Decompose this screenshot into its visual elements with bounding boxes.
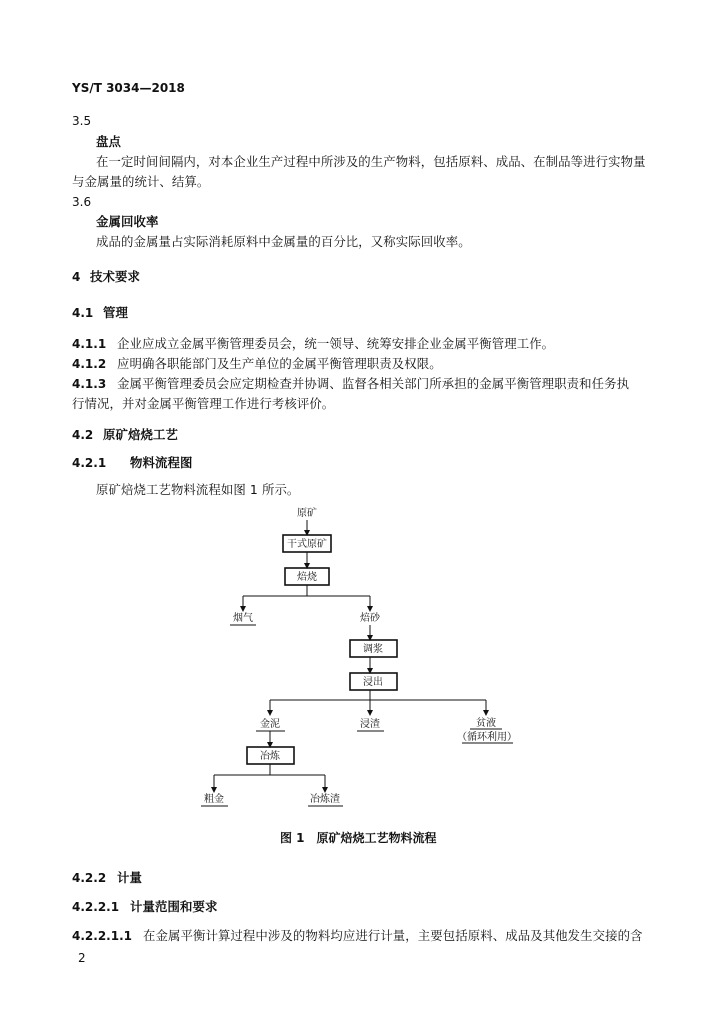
- node-roast: 焙烧: [297, 572, 317, 583]
- figure-caption: 图 1 原矿焙烧工艺物料流程: [280, 831, 437, 845]
- node-barren-solution: 贫液: [476, 718, 496, 729]
- page-number: 2: [78, 951, 86, 965]
- clause-number: 3.6: [72, 195, 92, 209]
- clause-number: 4.1.2: [72, 357, 107, 371]
- section-title: 原矿焙烧工艺: [103, 427, 178, 442]
- node-smelt: 冶炼: [260, 751, 280, 762]
- term-title: 盘点: [96, 134, 121, 149]
- node-raw-ore: 原矿: [297, 508, 317, 519]
- node-crude-gold: 粗金: [204, 794, 224, 805]
- section-number: 4.1: [72, 306, 94, 320]
- section-number: 4.2.2.1: [72, 900, 120, 914]
- clause-text: 行情况，并对金属平衡管理工作进行考核评价。: [72, 396, 335, 411]
- clause-number: 4.2.2.1.1: [72, 929, 132, 943]
- node-dry-ore: 干式原矿: [287, 539, 327, 550]
- node-flue-gas: 烟气: [233, 613, 253, 624]
- node-recycle-note: （循环利用）: [457, 732, 517, 743]
- clause-text: 企业应成立金属平衡管理委员会，统一领导、统筹安排企业金属平衡管理工作。: [117, 336, 555, 351]
- node-calcine: 焙砂: [360, 613, 380, 624]
- standard-number: YS/T 3034—2018: [72, 81, 185, 95]
- clause-number: 3.5: [72, 114, 92, 128]
- node-smelt-slag: 冶炼渣: [310, 794, 340, 805]
- section-title: 计量范围和要求: [130, 899, 218, 914]
- section-number: 4.2: [72, 428, 94, 442]
- section-number: 4.2.2: [72, 871, 107, 885]
- figure-intro: 原矿焙烧工艺物料流程如图 1 所示。: [96, 482, 300, 497]
- term-title: 金属回收率: [96, 214, 159, 229]
- section-title: 物料流程图: [130, 455, 193, 470]
- clause-text: 在金属平衡计算过程中涉及的物料均应进行计量，主要包括原料、成品及其他发生交接的含: [143, 928, 643, 943]
- node-leach-residue: 浸渣: [360, 719, 380, 730]
- clause-number: 4.1.1: [72, 337, 107, 351]
- section-number: 4: [72, 270, 81, 284]
- clause-text: 金属平衡管理委员会应定期检查并协调、监督各相关部门所承担的金属平衡管理职责和任务执: [117, 376, 630, 391]
- clause-number: 4.1.3: [72, 377, 107, 391]
- clause-text: 应明确各职能部门及生产单位的金属平衡管理职责及权限。: [117, 356, 442, 371]
- definition-text: 在一定时间间隔内，对本企业生产过程中所涉及的生产物料，包括原料、成品、在制品等进行实物量: [96, 154, 646, 169]
- section-title: 管理: [103, 305, 128, 320]
- node-gold-mud: 金泥: [260, 719, 280, 730]
- node-leach: 浸出: [363, 677, 383, 688]
- section-title: 技术要求: [90, 269, 140, 284]
- definition-text: 成品的金属量占实际消耗原料中金属量的百分比，又称实际回收率。: [96, 234, 471, 249]
- node-slurry: 调浆: [363, 644, 383, 655]
- section-number: 4.2.1: [72, 456, 107, 470]
- section-title: 计量: [117, 870, 142, 885]
- definition-text: 与金属量的统计、结算。: [72, 174, 210, 189]
